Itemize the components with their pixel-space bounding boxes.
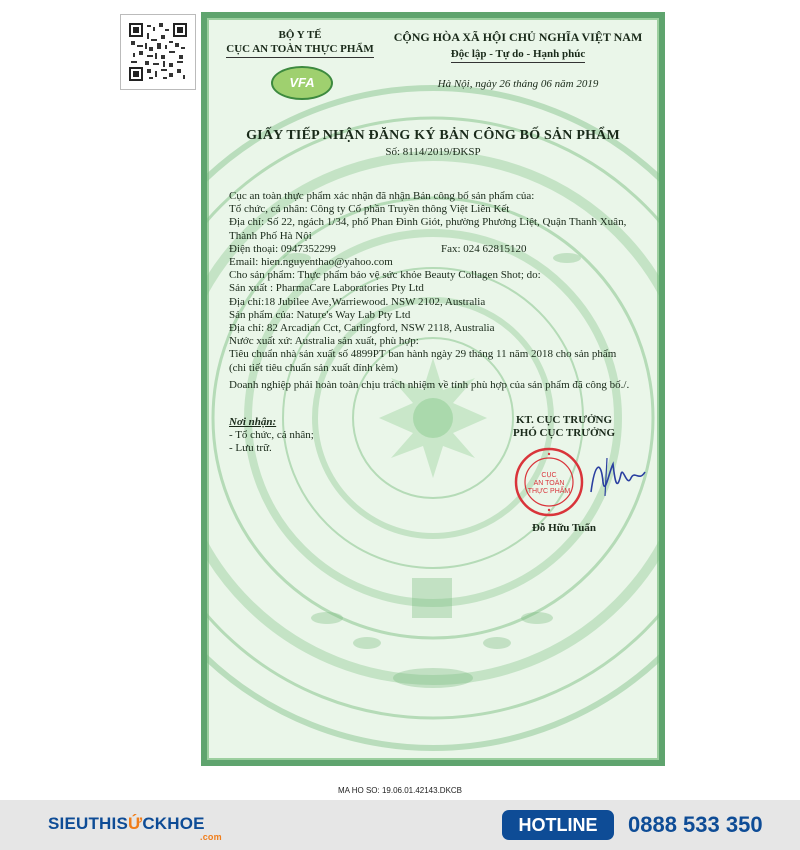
product-line: Cho sản phẩm: Thực phẩm bảo vệ sức khỏe Beauty Collagen Shot; do: — [229, 269, 541, 282]
intro-line: Cục an toàn thực phẩm xác nhận đã nhận Bản công bố sản phẩm của: — [229, 190, 535, 202]
responsibility-line: Doanh nghiệp phải hoàn toàn chịu trách nhiệm về tính phù hợp của sản phẩm đã công bố./. — [229, 378, 630, 391]
manufacturer-line: Sản xuất : PharmaCare Laboratories Pty Ltd — [229, 282, 424, 295]
national-motto: Độc lập - Tự do - Hạnh phúc — [451, 47, 585, 63]
brand-logo[interactable] — [48, 814, 222, 842]
document-body — [229, 190, 659, 392]
agency-name: CỤC AN TOÀN THỰC PHẨM — [226, 42, 374, 58]
ministry-name: BỘ Y TẾ — [278, 29, 322, 41]
recipients-block — [229, 416, 314, 455]
standard-note-line: (chi tiết tiêu chuẩn sản xuất đính kèm) — [229, 361, 398, 374]
signatory-title — [489, 414, 639, 440]
issuer-block — [225, 28, 375, 58]
brand-domain: .com — [200, 832, 222, 842]
certificate-document — [201, 12, 665, 766]
document-title: GIẤY TIẾP NHẬN ĐĂNG KÝ BẢN CÔNG BỐ SẢN PHẨM — [246, 128, 620, 143]
svg-text:CỤC: CỤC — [541, 472, 557, 479]
fax-text: Fax: 024 62815120 — [441, 242, 527, 255]
qr-code-graphic — [129, 23, 187, 81]
recipients-label: Nơi nhận: — [229, 416, 277, 428]
record-code: MA HO SO: 19.06.01.42143.DKCB — [337, 786, 463, 795]
signatory-line-1: KT. CỤC TRƯỞNG — [515, 414, 613, 426]
handwritten-signature — [583, 452, 653, 502]
recipient-item: - Lưu trữ. — [229, 442, 272, 454]
red-stamp-seal — [513, 446, 585, 518]
manufacturer-address-line: Địa chỉ:18 Jubilee Ave,Warriewood. NSW 2102, Australia — [229, 295, 486, 308]
product-of-line: Sản phẩm của: Nature's Way Lab Pty Ltd — [229, 308, 411, 321]
email-line: Email: hien.nguyenthao@yahoo.com — [229, 256, 393, 269]
brand-text-right: CKHOE — [142, 814, 205, 833]
country-name: CỘNG HÒA XÃ HỘI CHỦ NGHĨA VIỆT NAM — [393, 30, 643, 44]
organization-line: Tổ chức, cá nhân: Công ty Cổ phần Truyền thông Việt Liên Kết — [229, 203, 510, 216]
signatory-line-2: PHÓ CỤC TRƯỞNG — [512, 427, 616, 439]
product-of-address-line: Địa chỉ: 82 Arcadian Cct, Carlingford, NSW 2118, Australia — [229, 322, 495, 335]
origin-line: Nước xuất xứ: Australia sản xuất, phù hợp: — [229, 335, 419, 348]
brand-text-mid: Ứ — [128, 814, 143, 833]
document-number: Số: 8114/2019/ĐKSP — [385, 146, 481, 158]
address-line-1: Địa chỉ: Số 22, ngách 1/34, phố Phan Đình Giót, phường Phương Liệt, Quận Thanh Xuân, — [229, 216, 627, 229]
footer-bar — [0, 800, 800, 850]
standard-line: Tiêu chuẩn nhà sản xuất số 4899PT ban hành ngày 29 tháng 11 năm 2018 cho sản phẩm — [229, 348, 617, 361]
phone-text: Điện thoại: 0947352299 — [229, 242, 336, 255]
national-heading — [383, 30, 653, 92]
svg-text:THỰC PHẨM: THỰC PHẨM — [527, 488, 571, 495]
qr-code — [120, 14, 196, 90]
signer-name: Đỗ Hữu Tuấn — [531, 522, 597, 534]
vfa-logo — [271, 66, 333, 100]
hotline-number[interactable]: 0888 533 350 — [628, 812, 763, 837]
issue-date: Hà Nội, ngày 26 tháng 06 năm 2019 — [437, 78, 599, 90]
brand-text-left: SIEUTHIS — [48, 814, 129, 833]
recipient-item: - Tổ chức, cá nhân; — [229, 429, 314, 441]
vfa-logo-text: VFA — [289, 75, 315, 90]
svg-text:AN TOÀN: AN TOÀN — [533, 480, 565, 487]
hotline-button[interactable]: HOTLINE — [502, 810, 614, 840]
address-line-2: Thành Phố Hà Nội — [229, 229, 312, 242]
contact-row — [229, 243, 659, 256]
